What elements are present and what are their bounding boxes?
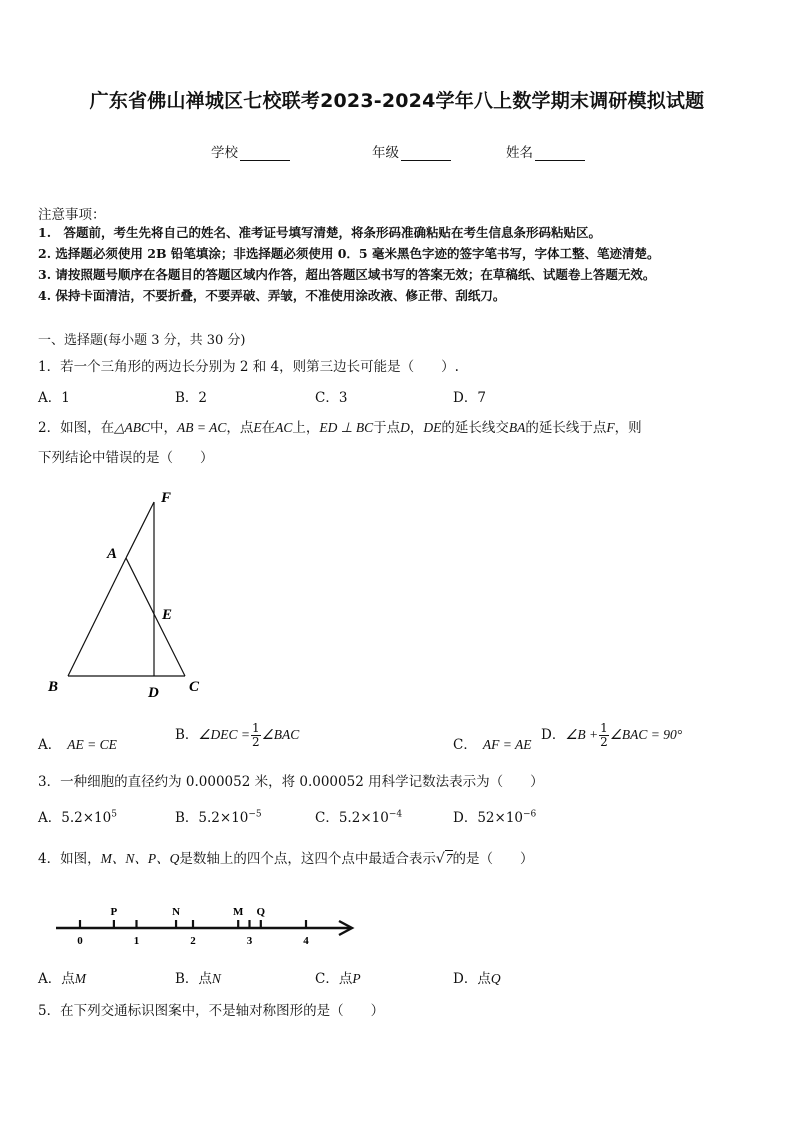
q2-triangle-figure xyxy=(40,484,220,706)
notice-item-1: 1. 答题前，考生先将自己的姓名、准考证号填写清楚，将条形码准确粘贴在考生信息条形码粘贴区。 xyxy=(38,225,602,240)
q1-option-d[interactable]: D．7 xyxy=(453,390,486,406)
q2-option-a-expr: AE = CE xyxy=(67,737,117,752)
point-label-q: Q xyxy=(256,906,266,918)
q2-text-8: 的延长线交 xyxy=(441,420,509,436)
label-f: F xyxy=(161,490,172,506)
q1-option-b[interactable]: B．2 xyxy=(175,390,208,406)
q4-option-c-label: C．点 xyxy=(315,971,353,987)
q2-option-a[interactable] xyxy=(38,733,117,753)
q4-option-b-label: B．点 xyxy=(175,971,212,987)
q3-stem: 3．一种细胞的直径约为 0.000052 米，将 0.000052 用科学记数法表示为（ ） xyxy=(38,774,544,790)
q4-text-3: 的是（ ） xyxy=(452,851,534,867)
q4-sqrt-value: 7 xyxy=(445,851,453,866)
q3-option-d[interactable] xyxy=(453,806,536,826)
q2-eq-ab-ac: AB = AC xyxy=(176,420,227,435)
q2-stem-line2: 下列结论中错误的是（ ） xyxy=(38,450,214,466)
exam-title: 广东省佛山禅城区七校联考2023-2024学年八上数学期末调研模拟试题 xyxy=(89,90,705,112)
q2-segment-ba: BA xyxy=(508,420,526,435)
q4-option-d-point: Q xyxy=(490,971,501,986)
tick-label-1: 1 xyxy=(133,935,140,947)
notice-heading: 注意事项： xyxy=(38,207,106,223)
q1-stem: 1．若一个三角形的两边长分别为 2 和 4，则第三边长可能是（ ）. xyxy=(38,359,459,375)
q2-text-1: 2．如图，在 xyxy=(38,420,115,436)
q2-segment-ac: AC xyxy=(275,420,293,435)
q2-option-c-label: C． xyxy=(453,737,477,753)
q4-option-a[interactable] xyxy=(38,967,86,987)
q3-option-a[interactable] xyxy=(38,806,117,826)
axis-ticks xyxy=(77,906,309,947)
q2-perp: ED ⊥ BC xyxy=(319,420,374,435)
q2-text-2: 中， xyxy=(149,420,177,436)
q2-option-d-post: ∠BAC = 90° xyxy=(609,727,683,742)
number-line-figure xyxy=(50,890,360,950)
point-label-m: M xyxy=(233,906,244,918)
q3-option-c-base: 5.2×10 xyxy=(338,810,389,826)
q2-option-d-den: 2 xyxy=(600,735,608,749)
segment-fa xyxy=(126,502,154,558)
q2-point-d: D xyxy=(400,420,410,435)
q1-option-a[interactable]: A．1 xyxy=(38,390,70,406)
q3-option-b-exp: −5 xyxy=(248,809,262,820)
q3-option-b-base: 5.2×10 xyxy=(198,810,249,826)
grade-label: 年级 xyxy=(372,145,399,161)
q2-option-c[interactable] xyxy=(453,733,531,753)
q4-option-a-point: M xyxy=(74,971,86,986)
q4-option-a-label: A．点 xyxy=(38,971,75,987)
segment-ba xyxy=(68,558,126,676)
q1-option-c[interactable]: C．3 xyxy=(315,390,348,406)
point-label-p: P xyxy=(110,906,118,918)
tick-label-0: 0 xyxy=(77,935,83,947)
q2-text-7: ， xyxy=(409,420,424,436)
q3-option-c-label: C． xyxy=(315,810,339,826)
q2-triangle: △ABC xyxy=(114,420,150,435)
label-e: E xyxy=(162,607,173,623)
name-blank xyxy=(535,146,585,161)
tick-label-2: 2 xyxy=(190,935,196,947)
segment-ac xyxy=(126,558,185,676)
q3-option-d-exp: −6 xyxy=(523,809,537,820)
q2-point-f: F xyxy=(606,420,615,435)
q3-option-c[interactable] xyxy=(315,806,402,826)
school-field xyxy=(211,141,290,161)
q3-option-d-label: D． xyxy=(453,810,478,826)
q2-option-c-expr: AF = AE xyxy=(482,737,532,752)
q2-text-9: 的延长线于点 xyxy=(525,420,607,436)
q2-option-b-num: 1 xyxy=(252,721,260,735)
notice-item-3: 3. 请按照题号顺序在各题目的答题区域内作答，超出答题区域书写的答案无效；在草稿纸、试题卷上答题无效。 xyxy=(38,267,656,282)
q4-option-b[interactable] xyxy=(175,967,221,987)
q4-option-d[interactable] xyxy=(453,967,501,987)
label-a: A xyxy=(107,546,118,562)
school-label: 学校 xyxy=(211,145,238,161)
q2-option-d-pre: ∠B + xyxy=(565,727,599,742)
point-label-n: N xyxy=(172,906,181,918)
grade-blank xyxy=(401,146,451,161)
label-b: B xyxy=(48,679,59,695)
q2-text-6: 于点 xyxy=(373,420,401,436)
q2-text-3: ，点 xyxy=(226,420,254,436)
q2-option-b-den: 2 xyxy=(252,735,260,749)
q3-option-d-base: 52×10 xyxy=(477,810,523,826)
q2-option-b-pre: ∠DEC = xyxy=(198,727,251,742)
q2-option-b-post: ∠BAC xyxy=(261,727,300,742)
q4-option-c-point: P xyxy=(352,971,361,986)
label-c: C xyxy=(189,679,200,695)
q2-option-b-fraction xyxy=(251,722,261,749)
q4-option-c[interactable] xyxy=(315,967,361,987)
q3-option-a-exp: 5 xyxy=(111,809,117,820)
q2-option-d[interactable] xyxy=(541,722,682,749)
section-heading: 一、选择题(每小题 3 分，共 30 分) xyxy=(38,333,246,348)
sqrt-symbol: √ xyxy=(435,851,445,867)
q2-option-d-label: D． xyxy=(541,727,566,743)
grade-field xyxy=(372,141,451,161)
q3-option-a-label: A． xyxy=(38,810,62,826)
q2-text-4: 在 xyxy=(261,420,276,436)
q5-stem: 5．在下列交通标识图案中，不是轴对称图形的是（ ） xyxy=(38,1003,385,1019)
notice-item-4: 4. 保持卡面清洁，不要折叠，不要弄破、弄皱，不准使用涂改液、修正带、刮纸刀。 xyxy=(38,288,506,303)
tick-label-3: 3 xyxy=(246,935,253,947)
q2-segment-de: DE xyxy=(423,420,442,435)
q3-option-b-label: B． xyxy=(175,810,199,826)
q2-option-d-fraction xyxy=(599,722,609,749)
q2-option-d-num: 1 xyxy=(600,721,608,735)
name-field xyxy=(506,141,585,161)
notice-item-2: 2. 选择题必须使用 2B 铅笔填涂；非选择题必须使用 0．5 毫米黑色字迹的签字笔书写，字体工整、笔迹清楚。 xyxy=(38,246,660,261)
q4-text-1: 4．如图， xyxy=(38,851,101,867)
q4-points: M、N、P、Q xyxy=(100,851,180,866)
q2-text-10: ，则 xyxy=(614,420,642,436)
q4-text-2: 是数轴上的四个点，这四个点中最适合表示 xyxy=(179,851,436,867)
q2-point-e: E xyxy=(253,420,262,435)
tick-label-4: 4 xyxy=(303,935,309,947)
q2-option-b-label: B． xyxy=(175,727,199,743)
q2-option-a-label: A． xyxy=(38,737,62,753)
q4-option-d-label: D．点 xyxy=(453,971,491,987)
q4-stem xyxy=(38,847,534,867)
q4-option-b-point: N xyxy=(211,971,221,986)
q2-stem xyxy=(38,416,642,436)
q3-option-a-base: 5.2×10 xyxy=(61,810,112,826)
q3-option-b[interactable] xyxy=(175,806,262,826)
q2-option-b[interactable] xyxy=(175,722,299,749)
label-d: D xyxy=(148,685,159,701)
school-blank xyxy=(240,146,290,161)
name-label: 姓名 xyxy=(506,145,533,161)
q3-option-c-exp: −4 xyxy=(388,809,403,820)
q2-text-5: 上， xyxy=(292,420,320,436)
